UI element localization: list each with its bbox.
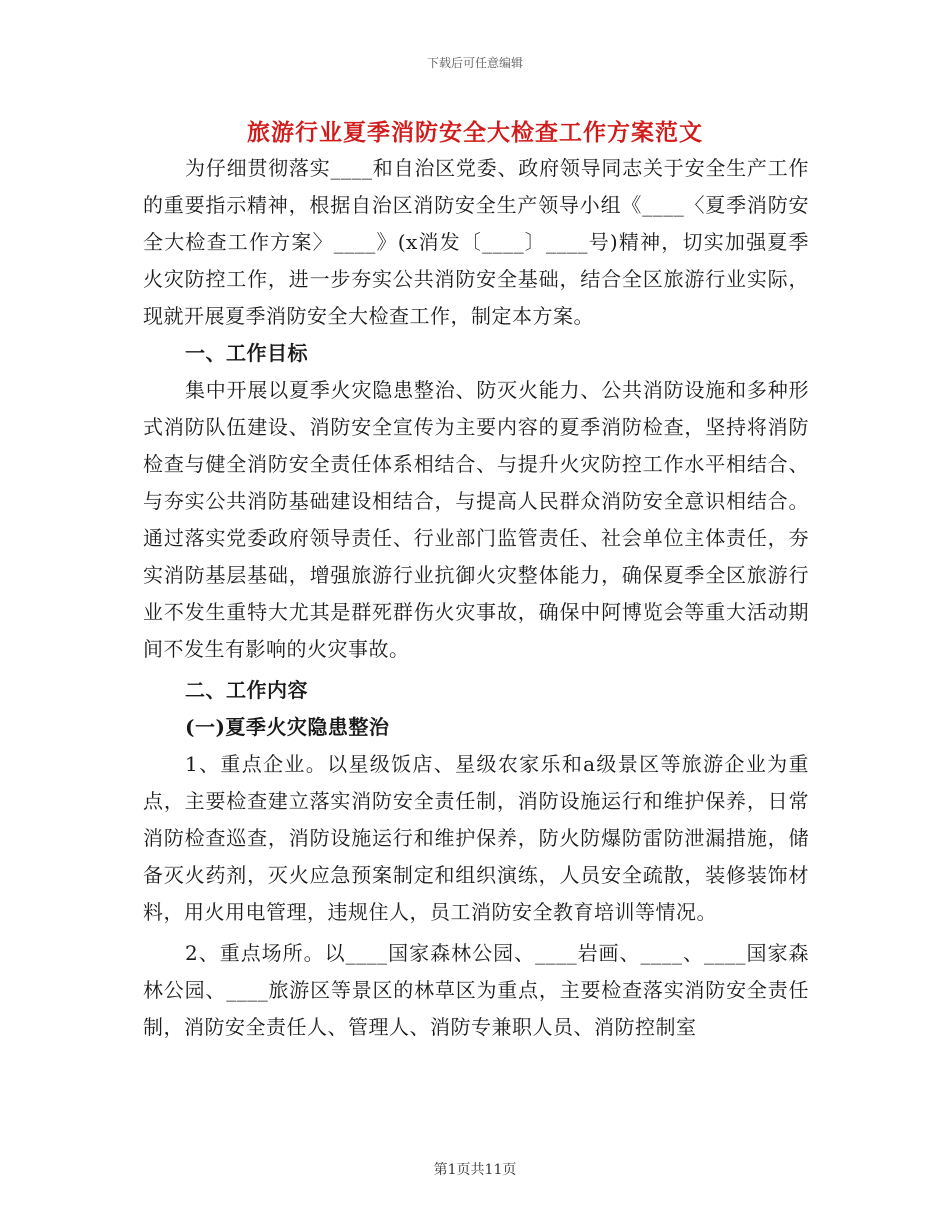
subsection1-heading: (一)夏季火灾隐患整治 bbox=[185, 715, 390, 739]
intro-paragraph: 为仔细贯彻落实____和自治区党委、政府领导同志关于安全生产工作的重要指示精神，根据自治区消防安全生产领导小组《____〈夏季消防安全大检查工作方案〉____》(x消发〔____〕____号)精神，切实加强夏季火灾防控工作，进一步夯实公共消防安全基础，结合全区旅游行业实际，现就开展夏季消防安全大检查工作，制定本方案。 bbox=[143, 156, 809, 328]
document-body bbox=[143, 150, 809, 1046]
item2-paragraph: 2、重点场所。以____国家森林公园、____岩画、____、____国家森林公园、____旅游区等景区的林草区为重点，主要检查落实消防安全责任制，消防安全责任人、管理人、消防专兼职人员、消防控制室 bbox=[143, 941, 809, 1039]
section2-heading: 二、工作内容 bbox=[185, 678, 308, 702]
page-footer: 第1页共11页 bbox=[433, 1162, 517, 1178]
section1-paragraph: 集中开展以夏季火灾隐患整治、防灭火能力、公共消防设施和多种形式消防队伍建设、消防安全宣传为主要内容的夏季消防检查，坚持将消防检查与健全消防安全责任体系相结合、与提升火灾防控工作水平相结合、与夯实公共消防基础建设相结合，与提高人民群众消防安全意识相结合。通过落实党委政府领导责任、行业部门监管责任、社会单位主体责任，夯实消防基层基础，增强旅游行业抗御火灾整体能力，确保夏季全区旅游行业不发生重特大尤其是群死群伤火灾事故，确保中阿博览会等重大活动期间不发生有影响的火灾事故。 bbox=[143, 378, 809, 661]
item1-paragraph: 1、重点企业。以星级饭店、星级农家乐和a级景区等旅游企业为重点，主要检查建立落实消防安全责任制，消防设施运行和维护保养，日常消防检查巡查，消防设施运行和维护保养，防火防爆防雷防泄漏措施，储备灭火药剂，灭火应急预案制定和组织演练，人员安全疏散，装修装饰材料，用火用电管理，违规住人，员工消防安全教育培训等情况。 bbox=[143, 752, 809, 924]
header-note: 下载后可任意编辑 bbox=[426, 56, 523, 70]
section1-heading: 一、工作目标 bbox=[185, 341, 308, 365]
document-title: 旅游行业夏季消防安全大检查工作方案范文 bbox=[247, 119, 703, 146]
